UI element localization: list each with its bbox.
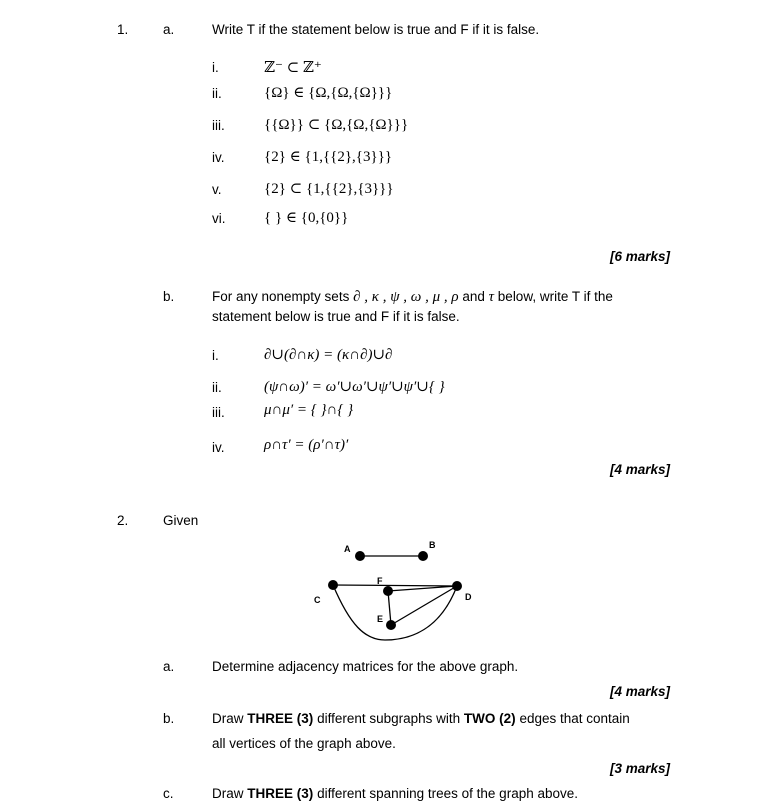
part-2b-text: [212, 711, 630, 726]
item-expression: {2} ∈ {1,{{2},{3}}}: [264, 149, 393, 165]
question-1-number: 1.: [117, 22, 129, 37]
marks-1a: [6 marks]: [609, 249, 670, 264]
item-label: ii.: [212, 86, 222, 101]
item-label: iv.: [212, 440, 225, 455]
vertex-label-c: C: [314, 595, 321, 605]
item-expression: ℤ⁻ ⊂ ℤ⁺: [264, 60, 322, 76]
item-expression: {{Ω}} ⊂ {Ω,{Ω,{Ω}}}: [264, 117, 409, 133]
vertex-label-e: E: [377, 614, 384, 624]
item-label: iii.: [212, 118, 225, 133]
tau-symbol: τ: [488, 289, 495, 305]
part-2b-letter: b.: [163, 711, 175, 726]
instruction-text: and: [462, 289, 485, 304]
item-expression: ρ∩τ′ = (ρ′∩τ)′: [264, 437, 349, 453]
item-label: vi.: [212, 211, 226, 226]
item-label: iii.: [212, 405, 225, 420]
vertex-b: [418, 551, 428, 561]
vertex-a: [355, 551, 365, 561]
vertex-e: [386, 620, 396, 630]
text: different subgraphs with: [317, 711, 461, 726]
bold-text: THREE (3): [247, 711, 314, 726]
part-2b-text-line2: all vertices of the graph above.: [212, 736, 396, 751]
set-symbols: ∂ , κ , ψ , ω , μ , ρ: [353, 289, 459, 305]
vertex-label-f: F: [377, 576, 383, 586]
edge-f-d: [388, 586, 457, 591]
part-1a-instruction: Write T if the statement below is true and F if it is false.: [212, 22, 540, 37]
text: Draw: [212, 711, 244, 726]
part-2a-text: Determine adjacency matrices for the above graph.: [212, 659, 519, 674]
edge-f-e: [388, 591, 391, 625]
item-expression: {2} ⊂ {1,{{2},{3}}}: [264, 181, 394, 197]
instruction-text: below, write T if the: [497, 289, 613, 304]
item-expression: μ∩μ′ = { }∩{ }: [264, 402, 354, 418]
text: different spanning trees of the graph above.: [317, 786, 578, 801]
bold-text: TWO (2): [463, 711, 516, 726]
part-1b-instruction-line2: statement below is true and F if it is false.: [212, 309, 460, 324]
part-1b-letter: b.: [163, 289, 175, 304]
item-expression: { } ∈ {0,{0}}: [264, 210, 349, 226]
edge-c-d-curve: [333, 585, 457, 640]
vertex-c: [328, 580, 338, 590]
item-expression: {Ω} ∈ {Ω,{Ω,{Ω}}}: [264, 85, 393, 101]
vertex-label-d: D: [465, 592, 472, 602]
part-1a-letter: a.: [163, 22, 175, 37]
part-2c-letter: c.: [163, 786, 174, 801]
edge-c-d: [333, 585, 457, 586]
marks-2b: [3 marks]: [609, 761, 670, 776]
marks-2a: [4 marks]: [609, 684, 670, 699]
part-2c-text: [212, 786, 578, 801]
marks-1b: [4 marks]: [609, 462, 670, 477]
bold-text: THREE (3): [247, 786, 314, 801]
item-label: i.: [212, 348, 219, 363]
vertex-label-b: B: [429, 540, 436, 550]
text: Draw: [212, 786, 244, 801]
vertex-f: [383, 586, 393, 596]
item-label: i.: [212, 60, 219, 75]
part-2a-letter: a.: [163, 659, 175, 674]
vertex-label-a: A: [344, 544, 351, 554]
text: edges that contain: [519, 711, 630, 726]
item-label: ii.: [212, 380, 222, 395]
given-label: Given: [163, 513, 199, 528]
item-label: v.: [212, 182, 222, 197]
question-2-number: 2.: [117, 513, 129, 528]
vertex-d: [452, 581, 462, 591]
instruction-text: For any nonempty sets: [212, 289, 350, 304]
item-expression: ∂∪(∂∩κ) = (κ∩∂)∪∂: [264, 347, 393, 363]
item-expression: (ψ∩ω)′ = ω′∪ω′∪ψ′∪ψ′∪{ }: [264, 379, 445, 395]
item-label: iv.: [212, 150, 225, 165]
